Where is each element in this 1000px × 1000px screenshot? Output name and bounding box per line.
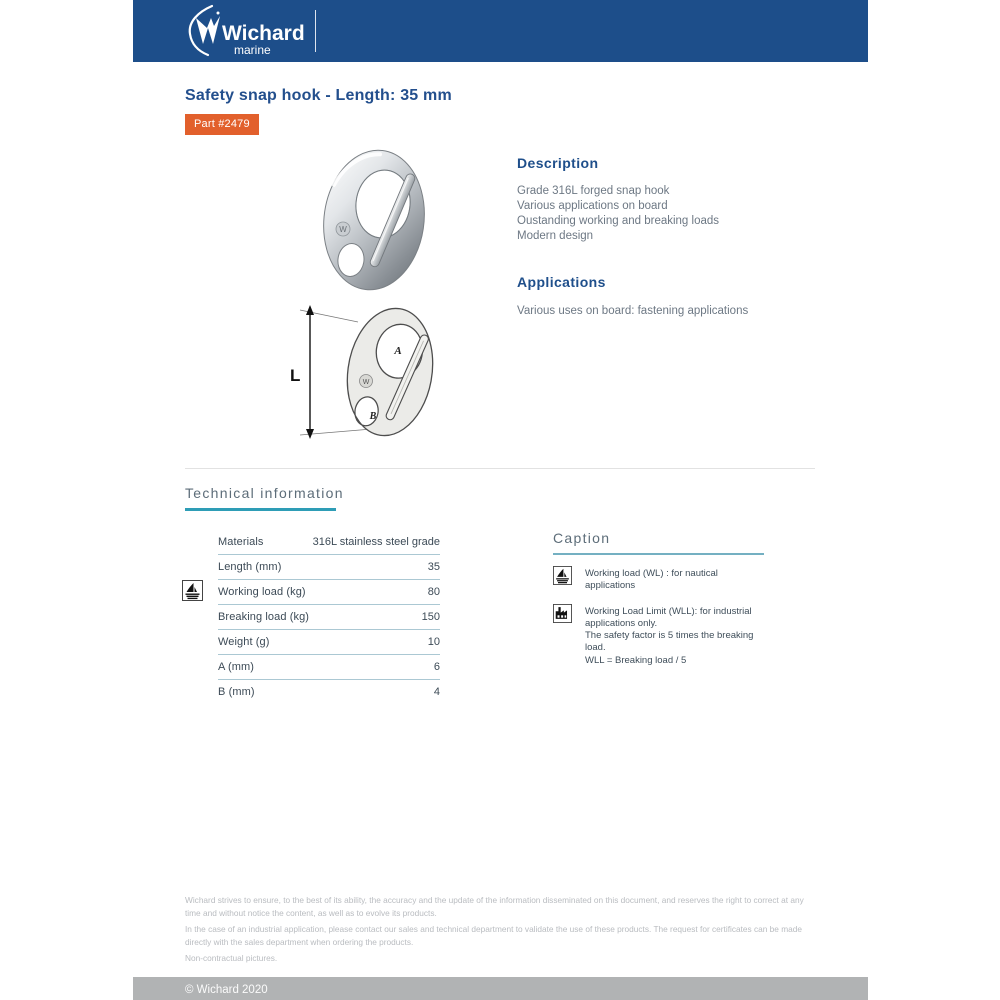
diagram-stamp: W xyxy=(362,379,370,386)
header-divider xyxy=(315,10,316,52)
svg-text:W: W xyxy=(339,225,347,234)
label-a: A xyxy=(394,345,402,357)
spec-table xyxy=(218,530,440,704)
caption-text-line: WLL = Breaking load / 5 xyxy=(585,654,687,666)
spec-label: Breaking load (kg) xyxy=(218,611,310,623)
hook-body xyxy=(316,144,432,295)
table-row xyxy=(218,555,440,580)
spec-value: 35 xyxy=(427,561,440,573)
sailboat-icon xyxy=(182,580,203,601)
logo-sail-w xyxy=(196,16,220,44)
caption-item-wll xyxy=(553,604,764,667)
spec-label: B (mm) xyxy=(218,686,255,698)
description-line: Modern design xyxy=(517,230,594,242)
diagram-hook xyxy=(339,302,442,442)
description-line: Various applications on board xyxy=(517,200,668,212)
disclaimer-paragraph: Wichard strives to ensure, to the best of its ability, the accuracy and the update of the information disseminated on this document, and reserves the right to correct at any time and without notice the content, as well as to evolve its products. xyxy=(185,895,804,918)
description-column xyxy=(517,155,829,319)
spec-value: 80 xyxy=(427,586,440,598)
disclaimer-paragraph: In the case of an industrial application, please contact our sales and technical department to validate the use of these products. The request for certificates can be made directly with the sales department when ordering the products. xyxy=(185,924,802,947)
caption-heading-underline xyxy=(553,553,764,555)
description-heading: Description xyxy=(517,155,599,171)
technical-information-heading: Technical information xyxy=(185,485,344,501)
caption-block xyxy=(553,530,764,667)
logo-registered-dot xyxy=(217,12,220,15)
sailboat-icon xyxy=(553,566,572,585)
logo-tagline: marine xyxy=(234,43,271,57)
spec-label: Length (mm) xyxy=(218,561,282,573)
section-divider xyxy=(185,468,815,469)
caption-item-working-load xyxy=(553,566,764,593)
spec-value: 6 xyxy=(433,661,440,673)
brand-stamp xyxy=(336,222,350,236)
spec-label: Working load (kg) xyxy=(218,586,306,598)
table-row xyxy=(218,630,440,655)
factory-icon xyxy=(553,604,572,623)
copyright-text: © Wichard 2020 xyxy=(185,984,268,996)
caption-heading: Caption xyxy=(553,530,611,546)
part-number-badge: Part #2479 xyxy=(185,114,259,135)
page-title: Safety snap hook - Length: 35 mm xyxy=(185,87,452,104)
length-label: L xyxy=(290,366,301,385)
legal-disclaimers xyxy=(185,894,818,969)
caption-text-line: applications only. xyxy=(585,617,658,629)
description-line: Oustanding working and breaking loads xyxy=(517,215,720,227)
spec-label: Materials xyxy=(218,536,264,548)
label-b: B xyxy=(369,411,377,422)
caption-text-line: Working load (WL) : for nautical applications xyxy=(585,568,718,592)
dimension-diagram xyxy=(288,301,474,442)
footer-bar xyxy=(133,977,868,1000)
technical-heading-underline xyxy=(185,508,336,511)
spec-value: 316L stainless steel grade xyxy=(312,536,440,548)
header-bar xyxy=(133,0,868,62)
applications-heading: Applications xyxy=(517,274,606,290)
table-row xyxy=(218,530,440,555)
product-photo-snap-hook xyxy=(298,144,460,296)
table-row xyxy=(218,680,440,704)
logo-name: Wichard xyxy=(222,22,305,45)
table-row xyxy=(218,655,440,680)
wichard-marine-logo xyxy=(178,4,328,58)
spec-label: Weight (g) xyxy=(218,636,270,648)
applications-line: Various uses on board: fastening applications xyxy=(517,305,749,317)
table-row xyxy=(218,605,440,630)
spec-label: A (mm) xyxy=(218,661,255,673)
spec-value: 10 xyxy=(427,636,440,648)
table-row xyxy=(218,580,440,605)
caption-text-line: The safety factor is 5 times the breaking load. xyxy=(585,630,754,654)
spec-value: 150 xyxy=(421,611,440,623)
caption-text-line: Working Load Limit (WLL): for industrial xyxy=(585,605,752,617)
disclaimer-paragraph: Non-contractual pictures. xyxy=(185,953,278,963)
description-line: Grade 316L forged snap hook xyxy=(517,185,670,197)
spec-value: 4 xyxy=(433,686,440,698)
